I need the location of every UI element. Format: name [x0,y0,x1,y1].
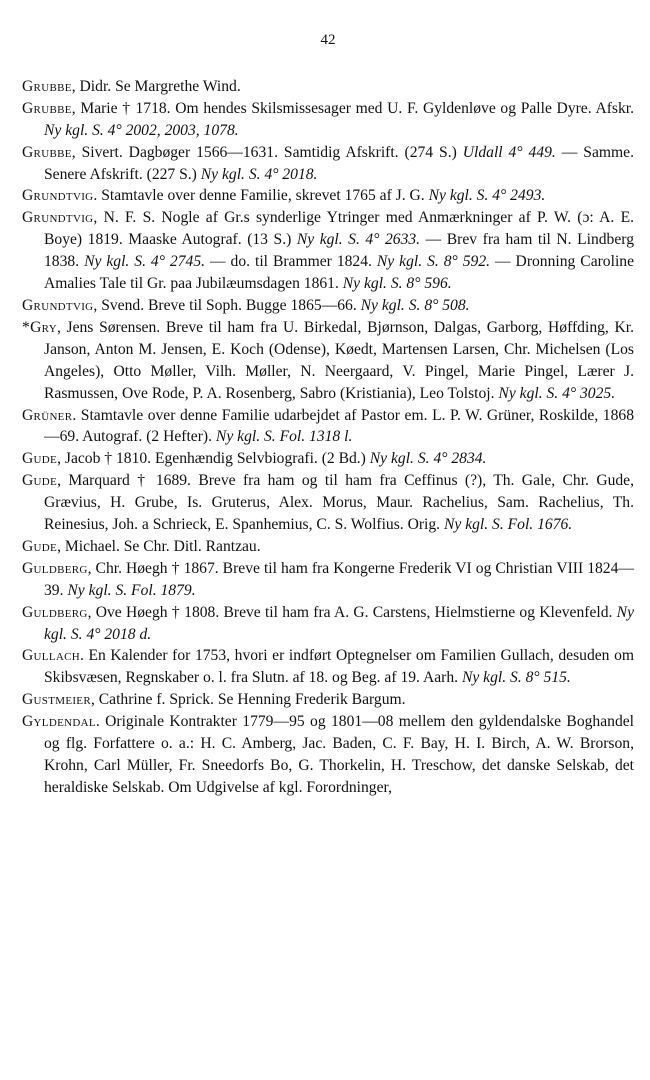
entry-text: — Dronning Caroline Amalies Tale til Gr. paa Jubilæumsdagen 1861. [44,253,634,293]
catalog-entry [22,536,634,558]
entry-shelfmark: Ny kgl. S. 4° 2633. [296,231,421,249]
document-page [22,30,634,799]
entry-text: , Didr. Se Margrethe Wind. [71,77,241,95]
catalog-entry [22,405,634,449]
catalog-entry [22,207,634,295]
entry-heading: Guldberg [22,559,88,577]
entry-text: , Cathrine f. Sprick. Se Henning Frederik Bargum. [90,691,406,709]
entry-text: , Chr. Høegh † 1867. Breve til ham fra Kongerne Frederik VI og Christian VIII 1824—39. [44,559,634,599]
entry-shelfmark: Ny kgl. S. Fol. 1676. [443,516,573,534]
entry-shelfmark: Ny kgl. S. 8° 596. [342,275,452,293]
entry-shelfmark: Ny kgl. S. Fol. 1318 l. [215,428,353,446]
entry-heading: Grubbe [22,143,72,161]
entry-shelfmark: Ny kgl. S. 8° 592. [376,253,491,271]
catalog-entry [22,76,634,98]
entry-heading: Gude [22,537,58,555]
entry-text: . Originale Kontrakter 1779—95 og 1801—08 mellem den gyldendalske Boghandel og flg. Forfattere o. a.: H. C. Amberg, Jac. Baden, C. F. Bay, H. I. Birch, A. W. Brorson, Krohn, Carl Müller, Fr. Sneedorfs Bo, G. Thorkelin, H. Treschow, det danske Selskab, det heraldiske Selskab. Om Udgivelse af kgl. Forordninger, [44,713,634,796]
entry-text: , Ove Høegh † 1808. Breve til ham fra A. G. Carstens, Hielmstierne og Klevenfeld. [87,603,617,621]
entry-text: , N. F. S. Nogle af Gr.s synderlige Ytringer med Anmærkninger af P. W. (ɔ: A. E. Boye) 1819. Maaske Autograf. (13 S.) [44,209,634,249]
entry-text: , Michael. Se Chr. Ditl. Rantzau. [57,537,261,555]
entry-shelfmark: Ny kgl. S. 4° 2493. [428,187,546,205]
entry-heading: Gyldendal [22,713,96,731]
entry-shelfmark: Ny kgl. S. 4° 2018. [200,165,318,183]
entry-text: . En Kalender for 1753, hvori er indført Optegnelser om Familien Gullach, desuden om Skibsvæsen, Regnskaber o. l. fra Slutn. af 18. og Beg. af 19. Aarh. [44,647,634,687]
entry-heading: Grundtvig [22,209,94,227]
entry-text: — do. til Brammer 1824. [205,253,377,271]
catalog-entry [22,448,634,470]
catalog-entry [22,711,634,799]
entry-heading: Grubbe [22,77,72,95]
entry-text: , Marie † 1718. Om hendes Skilsmissesager med U. F. Gyldenløve og Palle Dyre. Afskr. [71,99,634,117]
catalog-entry [22,142,634,186]
entry-text: . Stamtavle over denne Familie, skrevet 1765 af J. G. [93,187,429,205]
entry-shelfmark: Ny kgl. S. Fol. 1879. [67,581,196,599]
entry-shelfmark: Ny kgl. S. 8° 508. [360,296,470,314]
entry-heading: Gullach [22,647,80,665]
entry-text: , Jacob † 1810. Egenhændig Selvbiografi. (2 Bd.) [57,450,370,468]
entry-shelfmark: Ny kgl. S. 4° 2002, 2003, 1078. [44,121,239,139]
entry-shelfmark: Ny kgl. S. 4° 3025. [498,384,616,402]
entry-text: — Brev fra ham til N. Lindberg 1838. [44,231,634,271]
entry-heading: *Gry [22,318,57,336]
catalog-entry [22,689,634,711]
entry-heading: Grubbe [22,99,72,117]
catalog-entry [22,98,634,142]
catalog-entry [22,185,634,207]
catalog-entry [22,645,634,689]
entry-shelfmark: Ny kgl. S. 4° 2834. [369,450,487,468]
entry-text: — Samme. Senere Afskrift. (227 S.) [44,143,634,183]
entry-text: , Sivert. Dagbøger 1566—1631. Samtidig Afskrift. (274 S.) [71,143,463,161]
entry-heading: Grüner [22,406,73,424]
entry-heading: Gustmeier [22,691,91,709]
entry-shelfmark: Ny kgl. S. 8° 515. [461,669,571,687]
catalog-entry [22,558,634,602]
page-number: 42 [320,32,336,48]
entry-shelfmark: Uldall 4° 449. [462,143,556,161]
entry-text: , Jens Sørensen. Breve til ham fra U. Birkedal, Bjørnson, Dalgas, Garborg, Høffding, Kr. Janson, Anton M. Jensen, E. Koch (Odense), Køedt, Martensen Larsen, Chr. Michelsen (Los Angeles), Otto Møller, Vilh. Møller, N. Neergaard, V. Pingel, Marie Pingel, Lærer J. Rasmussen, Ove Rode, P. A. Rosenberg, Sabro (Kristiania), Leo Tolstoj. [44,318,634,402]
entry-heading: Guldberg [22,603,88,621]
entry-shelfmark: Ny kgl. S. 4° 2745. [84,253,206,271]
catalog-entry [22,295,634,317]
entry-text: . Stamtavle over denne Familie udarbejdet af Pastor em. L. P. W. Grüner, Roskilde, 1868—69. Autograf. (2 Hefter). [44,406,634,446]
entry-heading: Gude [22,450,58,468]
catalog-entry [22,470,634,536]
entry-text: , Marquard † 1689. Breve fra ham og til ham fra Ceffinus (?), Th. Gale, Chr. Gude, Grævius, H. Grube, Is. Gruterus, Alex. Morus, Maur. Rachelius, Sam. Rachelius, Th. Reinesius, Joh. a Schrieck, E. Spanhemius, C. S. Wolfius. Orig. [44,472,634,534]
entry-shelfmark: Ny kgl. S. 4° 2018 d. [44,603,634,643]
entry-heading: Grundtvig [22,187,94,205]
entry-heading: Gude [22,472,58,490]
catalog-entry [22,602,634,646]
entry-heading: Grundtvig [22,296,94,314]
entry-list [22,76,634,799]
catalog-entry [22,317,634,405]
entry-text: , Svend. Breve til Soph. Bugge 1865—66. [93,296,361,314]
